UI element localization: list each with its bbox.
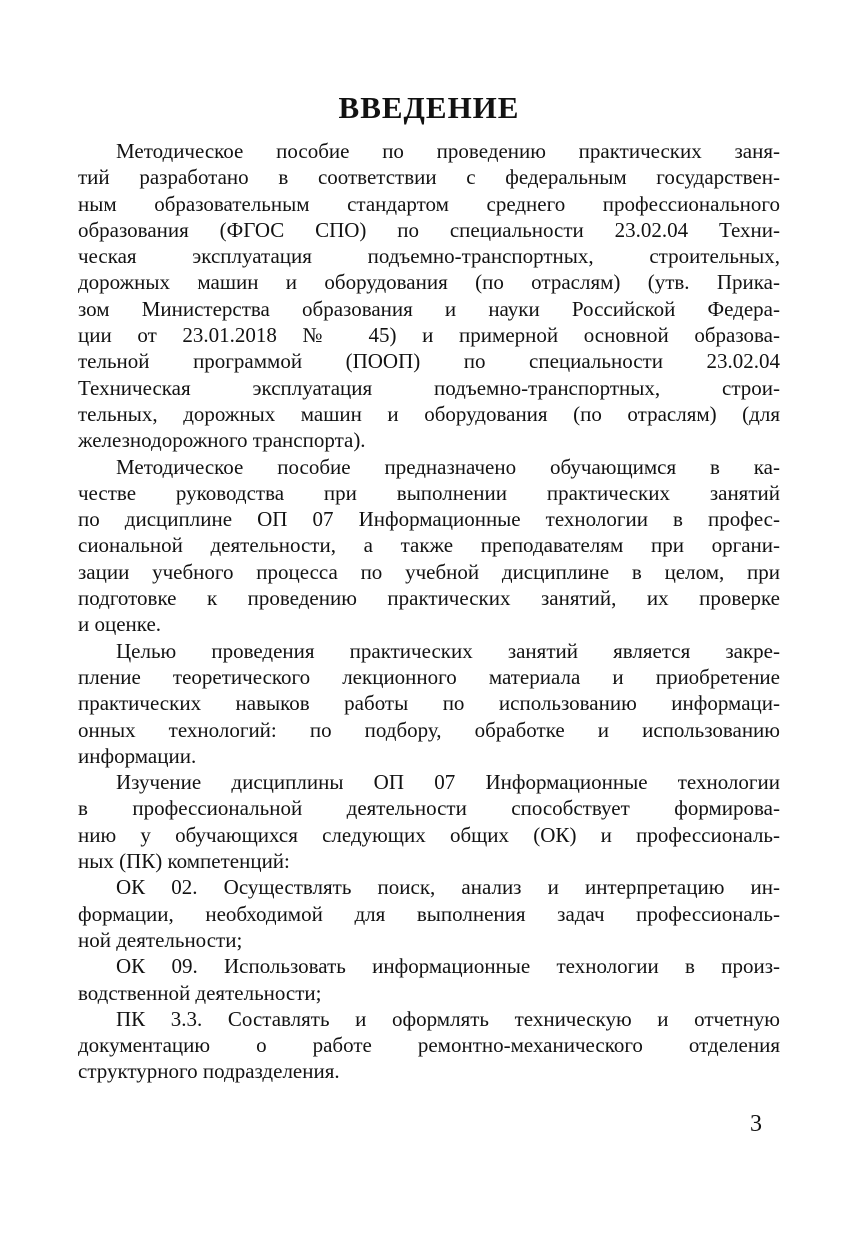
text-line: зации учебного процесса по учебной дисциплине в целом, при bbox=[78, 559, 780, 584]
text-line: зом Министерства образования и науки Российской Федера- bbox=[78, 296, 780, 321]
text-line: ОК 09. Использовать информационные технологии в произ- bbox=[116, 954, 780, 979]
text-line: Целью проведения практических занятий является закре- bbox=[116, 638, 780, 663]
text-line: пление теоретического лекционного материала и приобретение bbox=[78, 664, 780, 689]
text-line: ОК 02. Осуществлять поиск, анализ и интерпретацию ин- bbox=[116, 875, 780, 900]
paragraph bbox=[78, 454, 780, 638]
text-line: тий разработано в соответствии с федеральным государствен- bbox=[78, 165, 780, 190]
paragraph bbox=[78, 1006, 780, 1085]
text-line: онных технологий: по подбору, обработке и использованию bbox=[78, 717, 780, 742]
text-line: ной деятельности; bbox=[78, 927, 243, 952]
paragraph bbox=[78, 638, 780, 769]
text-line: ческая эксплуатация подъемно-транспортных, строительных, bbox=[78, 244, 780, 269]
text-line: железнодорожного транспорта). bbox=[78, 428, 366, 453]
text-line: информации. bbox=[78, 743, 197, 768]
text-line: Техническая эксплуатация подъемно-транспортных, строи- bbox=[78, 375, 780, 400]
text-line: Методическое пособие по проведению практических заня- bbox=[116, 139, 780, 163]
paragraph bbox=[78, 138, 780, 454]
text-line: формации, необходимой для выполнения задач профессиональ- bbox=[78, 901, 780, 926]
text-line: подготовке к проведению практических занятий, их проверке bbox=[78, 586, 780, 611]
text-line: структурного подразделения. bbox=[78, 1059, 340, 1084]
text-line: ции от 23.01.2018 № 45) и примерной основной образова- bbox=[78, 323, 780, 348]
text-line: Методическое пособие предназначено обучающимся в ка- bbox=[116, 454, 780, 479]
text-line: образования (ФГОС СПО) по специальности 23.02.04 Техни- bbox=[78, 217, 780, 242]
text-line: дорожных машин и оборудования (по отраслям) (утв. Прика- bbox=[78, 270, 780, 295]
text-line: ПК 3.3. Составлять и оформлять техническую и отчетную bbox=[116, 1006, 780, 1031]
text-line: тельных, дорожных машин и оборудования (по отраслям) (для bbox=[78, 401, 780, 426]
text-line: в профессиональной деятельности способствует формирова- bbox=[78, 796, 780, 821]
text-line: честве руководства при выполнении практических занятий bbox=[78, 480, 780, 505]
text-line: водственной деятельности; bbox=[78, 980, 322, 1005]
text-line: ных (ПК) компетенций: bbox=[78, 849, 290, 874]
body-text bbox=[78, 138, 780, 1085]
paragraph bbox=[78, 874, 780, 953]
page-title: ВВЕДЕНИЕ bbox=[338, 90, 520, 125]
text-line: нию у обучающихся следующих общих (ОК) и профессиональ- bbox=[78, 822, 780, 847]
text-line: по дисциплине ОП 07 Информационные технологии в профес- bbox=[78, 507, 780, 532]
text-line: сиональной деятельности, а также преподавателям при органи- bbox=[78, 533, 780, 558]
text-line: тельной программой (ПООП) по специальности 23.02.04 bbox=[78, 349, 780, 374]
text-line: документацию о работе ремонтно-механического отделения bbox=[78, 1033, 780, 1058]
paragraph bbox=[78, 769, 780, 874]
text-line: Изучение дисциплины ОП 07 Информационные технологии bbox=[116, 770, 780, 795]
paragraph bbox=[78, 953, 780, 1006]
text-line: ным образовательным стандартом среднего профессионального bbox=[78, 191, 780, 216]
page-number: 3 bbox=[750, 1111, 762, 1137]
text-line: практических навыков работы по использованию информаци- bbox=[78, 691, 780, 716]
text-line: и оценке. bbox=[78, 612, 162, 637]
